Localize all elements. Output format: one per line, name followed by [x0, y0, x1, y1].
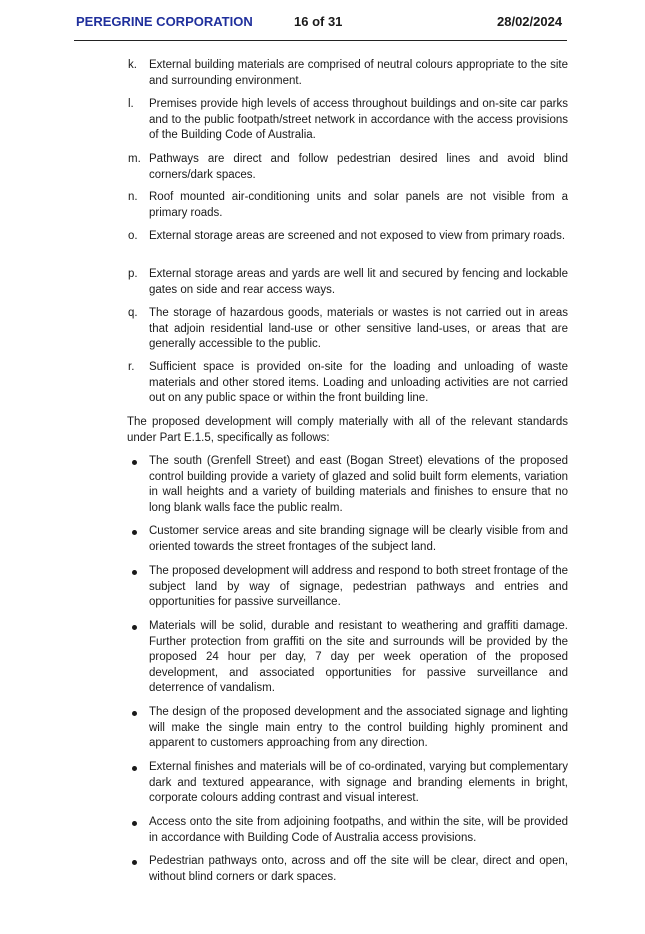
list-marker: o. [128, 230, 138, 242]
list-item-text: The storage of hazardous goods, materials or wastes is not carried out in areas that adjoin residential land-use or other sensitive land-uses, or areas that are generally accessible to the public. [149, 307, 568, 350]
list-marker: k. [128, 59, 137, 71]
bullet-text: Customer service areas and site branding signage will be clearly visible from and oriented towards the street frontages of the subject land. [149, 525, 568, 553]
list-item-text: Premises provide high levels of access throughout buildings and on-site car parks and to the public footpath/street network in accordance with the access provisions of the Building Code of Australia. [149, 98, 568, 141]
header-rule [74, 40, 567, 41]
list-item-text: External storage areas are screened and not exposed to view from primary roads. [149, 230, 566, 242]
list-marker: l. [128, 98, 134, 110]
company-name: PEREGRINE CORPORATION [76, 14, 253, 29]
list-item-text: External building materials are comprised of neutral colours appropriate to the site and surrounding environment. [149, 59, 568, 87]
list-item [128, 267, 568, 298]
bullet-text: Materials will be solid, durable and resistant to weathering and graffiti damage. Further protection from graffiti on the site and surrounds will be provided by the proposed 24 hour per day, 7 day per week operation of the proposed development, and associated opportunities for passive surveillance and deterrence of vandalism. [149, 620, 568, 694]
list-marker: r. [128, 361, 135, 373]
bullet-item [128, 760, 568, 807]
document-date: 28/02/2024 [497, 14, 563, 29]
bullet-item [128, 854, 568, 885]
bullet-text: The proposed development will address and respond to both street frontage of the subject land by way of signage, pedestrian pathways and entries and opportunities for passive surveillance. [149, 565, 568, 608]
intro-paragraph: The proposed development will comply materially with all of the relevant standards under Part E.1.5, specifically as follows: [127, 416, 568, 444]
list-item [128, 306, 568, 353]
bullet-text: External finishes and materials will be of co-ordinated, varying but complementary dark and textured appearance, with signage and branding elements in bright, corporate colours adding contrast and visual interest. [149, 761, 568, 804]
bullet-text: The design of the proposed development and the associated signage and lighting will make the single main entry to the control building highly prominent and apparent to customers approaching from any direction. [149, 706, 568, 749]
bullet-item [128, 815, 568, 846]
list-marker: m. [128, 153, 141, 165]
page-number: 16 of 31 [294, 14, 343, 29]
bullet-item [128, 619, 568, 697]
bullet-text: The south (Grenfell Street) and east (Bogan Street) elevations of the proposed control building provide a variety of glazed and solid built form elements, variation in wall heights and a variety of building materials and finishes to ensure that no long blank walls face the public realm. [149, 455, 568, 514]
list-item-text: Sufficient space is provided on-site for the loading and unloading of waste materials and other stored items. Loading and unloading activities are not carried out on any public space or within the front building line. [149, 361, 568, 404]
bullet-dot [132, 711, 137, 716]
list-item-text: External storage areas and yards are well lit and secured by fencing and lockable gates on side and rear access ways. [149, 268, 568, 296]
list-item-text: Roof mounted air-conditioning units and solar panels are not visible from a primary roads. [149, 191, 568, 219]
bullet-dot [132, 625, 137, 630]
list-item [128, 152, 568, 183]
bullet-dot [132, 530, 137, 535]
list-marker: p. [128, 268, 138, 280]
bullet-text: Access onto the site from adjoining footpaths, and within the site, will be provided in accordance with Building Code of Australia access provisions. [149, 816, 568, 844]
list-marker: q. [128, 307, 138, 319]
bullet-dot [132, 766, 137, 771]
list-item-text: Pathways are direct and follow pedestrian desired lines and avoid blind corners/dark spaces. [149, 153, 568, 181]
bullet-dot [132, 570, 137, 575]
list-item [128, 190, 568, 221]
list-marker: n. [128, 191, 138, 203]
bullet-dot [132, 860, 137, 865]
list-item [128, 229, 568, 245]
bullet-text: Pedestrian pathways onto, across and off the site will be clear, direct and open, without blind corners or dark spaces. [149, 855, 568, 883]
bullet-item [128, 524, 568, 555]
list-item [128, 97, 568, 144]
bullet-dot [132, 821, 137, 826]
bullet-item [128, 705, 568, 752]
list-item [128, 58, 568, 89]
bullet-item [128, 564, 568, 611]
bullet-dot [132, 460, 137, 465]
list-item [128, 360, 568, 407]
page-header [0, 0, 645, 42]
bullet-item [128, 454, 568, 516]
